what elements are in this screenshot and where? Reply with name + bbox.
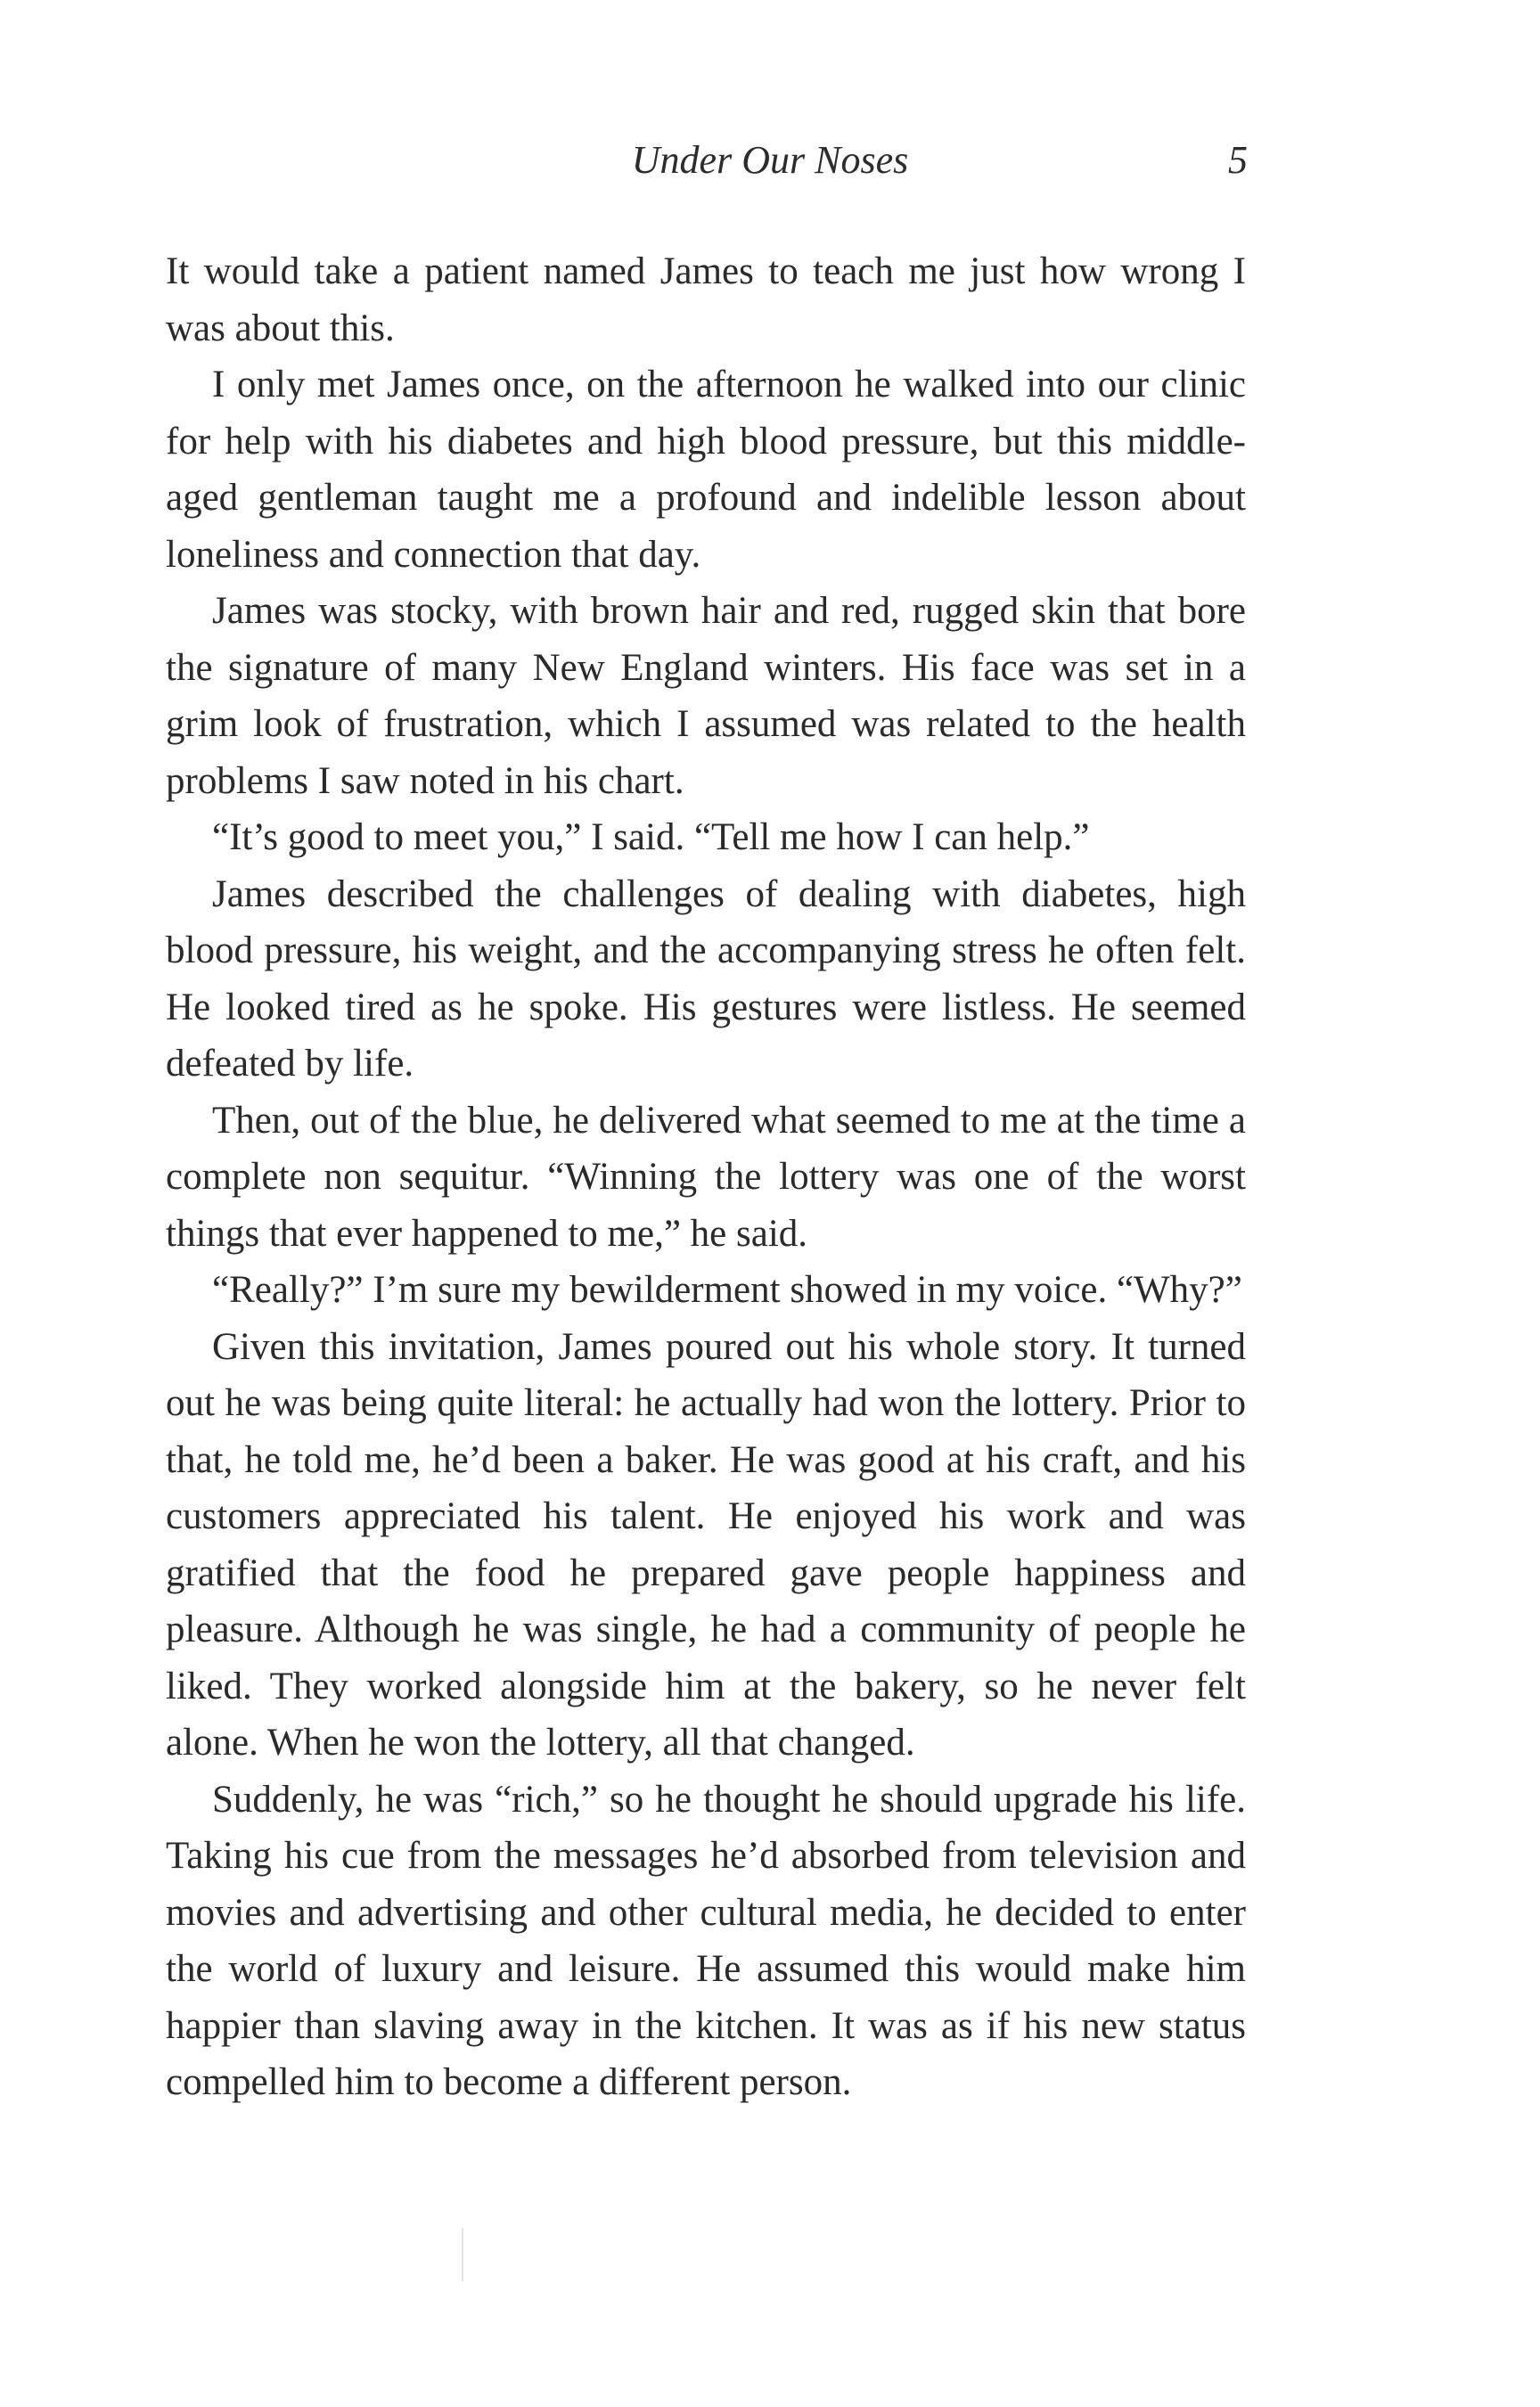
paragraph-7: “Really?” I’m sure my bewilderment showed in my voice. “Why?” [212,1269,1242,1311]
paragraph-6: Then, out of the blue, he delivered what seemed to me at the time a complete non sequitur. “Winning the lottery was one of the worst things that ever happened to me,” he said. [166,1099,1246,1255]
scan-artifact-line [462,2228,463,2281]
paragraph-3: James was stocky, with brown hair and red, rugged skin that bore the signature of many New England winters. His face was set in a grim look of frustration, which I assumed was related to the health problems I saw noted in his chart. [166,590,1246,802]
paragraph-5: James described the challenges of dealing with diabetes, high blood pressure, his weight, and the accompanying stress he often felt. He looked tired as he spoke. His gestures were listless. He seemed defeated by life. [166,872,1246,1085]
paragraph-9: Suddenly, he was “rich,” so he thought he should upgrade his life. Taking his cue from the messages he’d absorbed from television and movies and advertising and other cultural media, he decided to enter the world of luxury and leisure. He assumed this would make him happier than slaving away in the kitchen. It was as if his new status compelled him to become a different person. [166,1778,1246,2103]
running-title: Under Our Noses [631,138,909,182]
paragraph-4: “It’s good to meet you,” I said. “Tell me how I can help.” [212,816,1090,858]
page-number: 5 [1228,138,1248,182]
paragraph-8: Given this invitation, James poured out his whole story. It turned out he was being quite literal: he actually had won the lottery. Prior to that, he told me, he’d been a baker. He was good at his craft, and his customers appreciated his talent. He enjoyed his work and was gratified that the food he prepared gave people happiness and pleasure. Although he was single, he had a community of people he liked. They worked alongside him at the bakery, so he never felt alone. When he won the lottery, all that changed. [166,1325,1246,1764]
paragraph-1: It would take a patient named James to teach me just how wrong I was about this. [166,250,1246,349]
body-text [166,243,1246,2111]
paragraph-2: I only met James once, on the afternoon he walked into our clinic for help with his diabetes and high blood pressure, but this middle-aged gentleman taught me a profound and indelible lesson about loneliness and connection that day. [166,364,1246,576]
